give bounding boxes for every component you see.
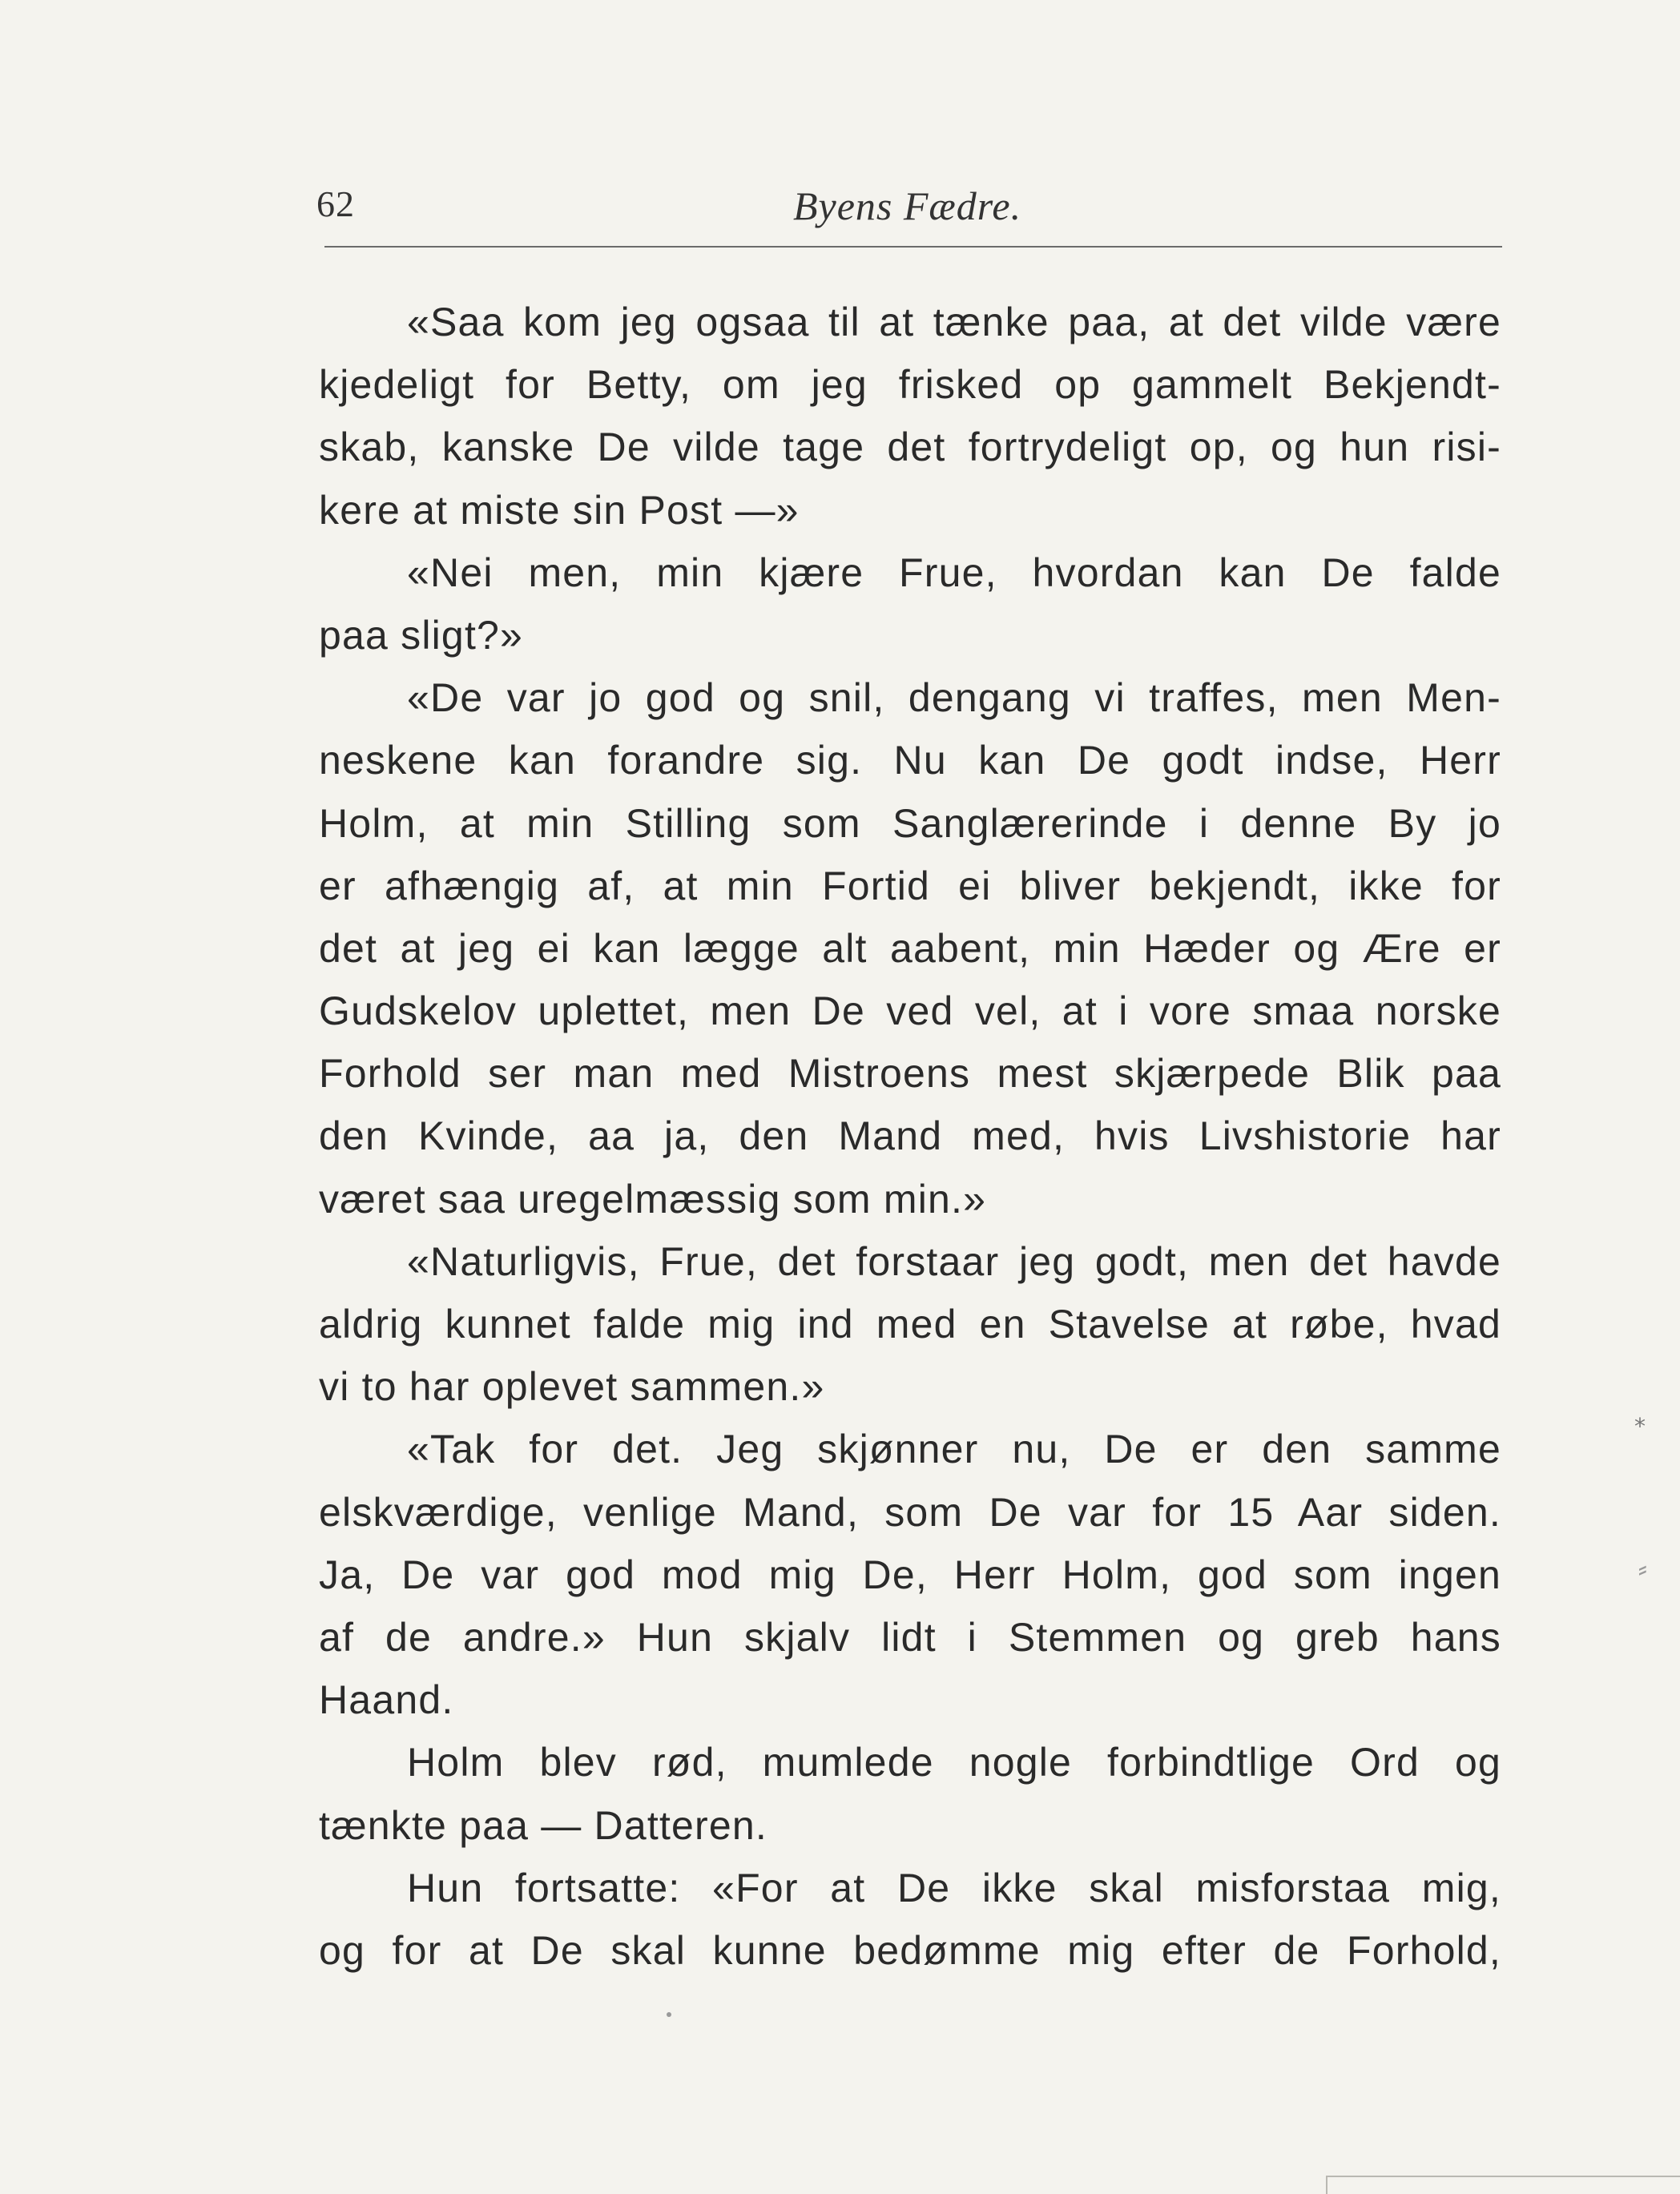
text-line: vi to har oplevet sammen.» [319,1364,825,1410]
text-line: Gudskelov uplettet, men De ved vel, at i vore smaa norske [319,988,1501,1034]
text-line: Ja, De var god mod mig De, Herr Holm, god som ingen [319,1552,1501,1597]
header-rule [324,246,1502,248]
text-line: «Nei men, min kjære Frue, hvordan kan De falde [407,550,1501,595]
text-line: det at jeg ei kan lægge alt aabent, min Hæder og Ære er [319,925,1501,971]
text-line: neskene kan forandre sig. Nu kan De godt indse, Herr [319,738,1501,783]
text-line: Holm, at min Stilling som Sanglærerinde i denne By jo [319,800,1501,846]
margin-speck-mark: ⸗ [1638,1554,1647,1583]
text-line: Haand. [319,1677,454,1723]
text-line: «De var jo god og snil, dengang vi traffes, men Men- [407,675,1501,721]
margin-speck-mark: ⁎ [1634,1407,1646,1431]
text-line: «Naturligvis, Frue, det forstaar jeg godt, men det havde [407,1238,1501,1284]
page-corner-edge [1326,2176,1327,2194]
text-line: Forhold ser man med Mistroens mest skjærpede Blik paa [319,1051,1501,1097]
text-line: og for at De skal kunne bedømme mig efter de Forhold, [319,1927,1501,1973]
text-line: «Saa kom jeg ogsaa til at tænke paa, at det vilde være [407,300,1501,344]
text-line: «Tak for det. Jeg skjønner nu, De er den samme [407,1427,1501,1472]
body-text [319,291,1501,1982]
running-title: Byens Fædre. [793,183,1022,228]
page-number: 62 [316,183,355,224]
text-line: skab, kanske De vilde tage det fortrydeligt op, og hun risi- [319,425,1501,470]
page-corner-edge [1326,2176,1680,2177]
text-line: Holm blev rød, mumlede nogle forbindtlige Ord og [407,1740,1501,1785]
text-line: aldrig kunnet falde mig ind med en Stavelse at røbe, hvad [319,1302,1501,1347]
text-line: kjedeligt for Betty, om jeg frisked op gammelt Bekjendt- [319,362,1501,408]
paper-speck [667,2012,671,2017]
text-line: elskværdige, venlige Mand, som De var for 15 Aar siden. [319,1489,1501,1535]
text-line: den Kvinde, aa ja, den Mand med, hvis Livshistorie har [319,1113,1501,1159]
page-header [316,183,1502,247]
text-line: Hun fortsatte: «For at De ikke skal misforstaa mig, [407,1865,1501,1910]
text-line: kere at miste sin Post —» [319,487,800,533]
text-line: været saa uregelmæssig som min.» [319,1176,987,1222]
text-line: paa sligt?» [319,612,524,658]
text-line: er afhængig af, at min Fortid ei bliver bekjendt, ikke for [319,863,1501,908]
text-line: af de andre.» Hun skjalv lidt i Stemmen og greb hans [319,1614,1501,1660]
text-line: tænkte paa — Datteren. [319,1802,768,1848]
